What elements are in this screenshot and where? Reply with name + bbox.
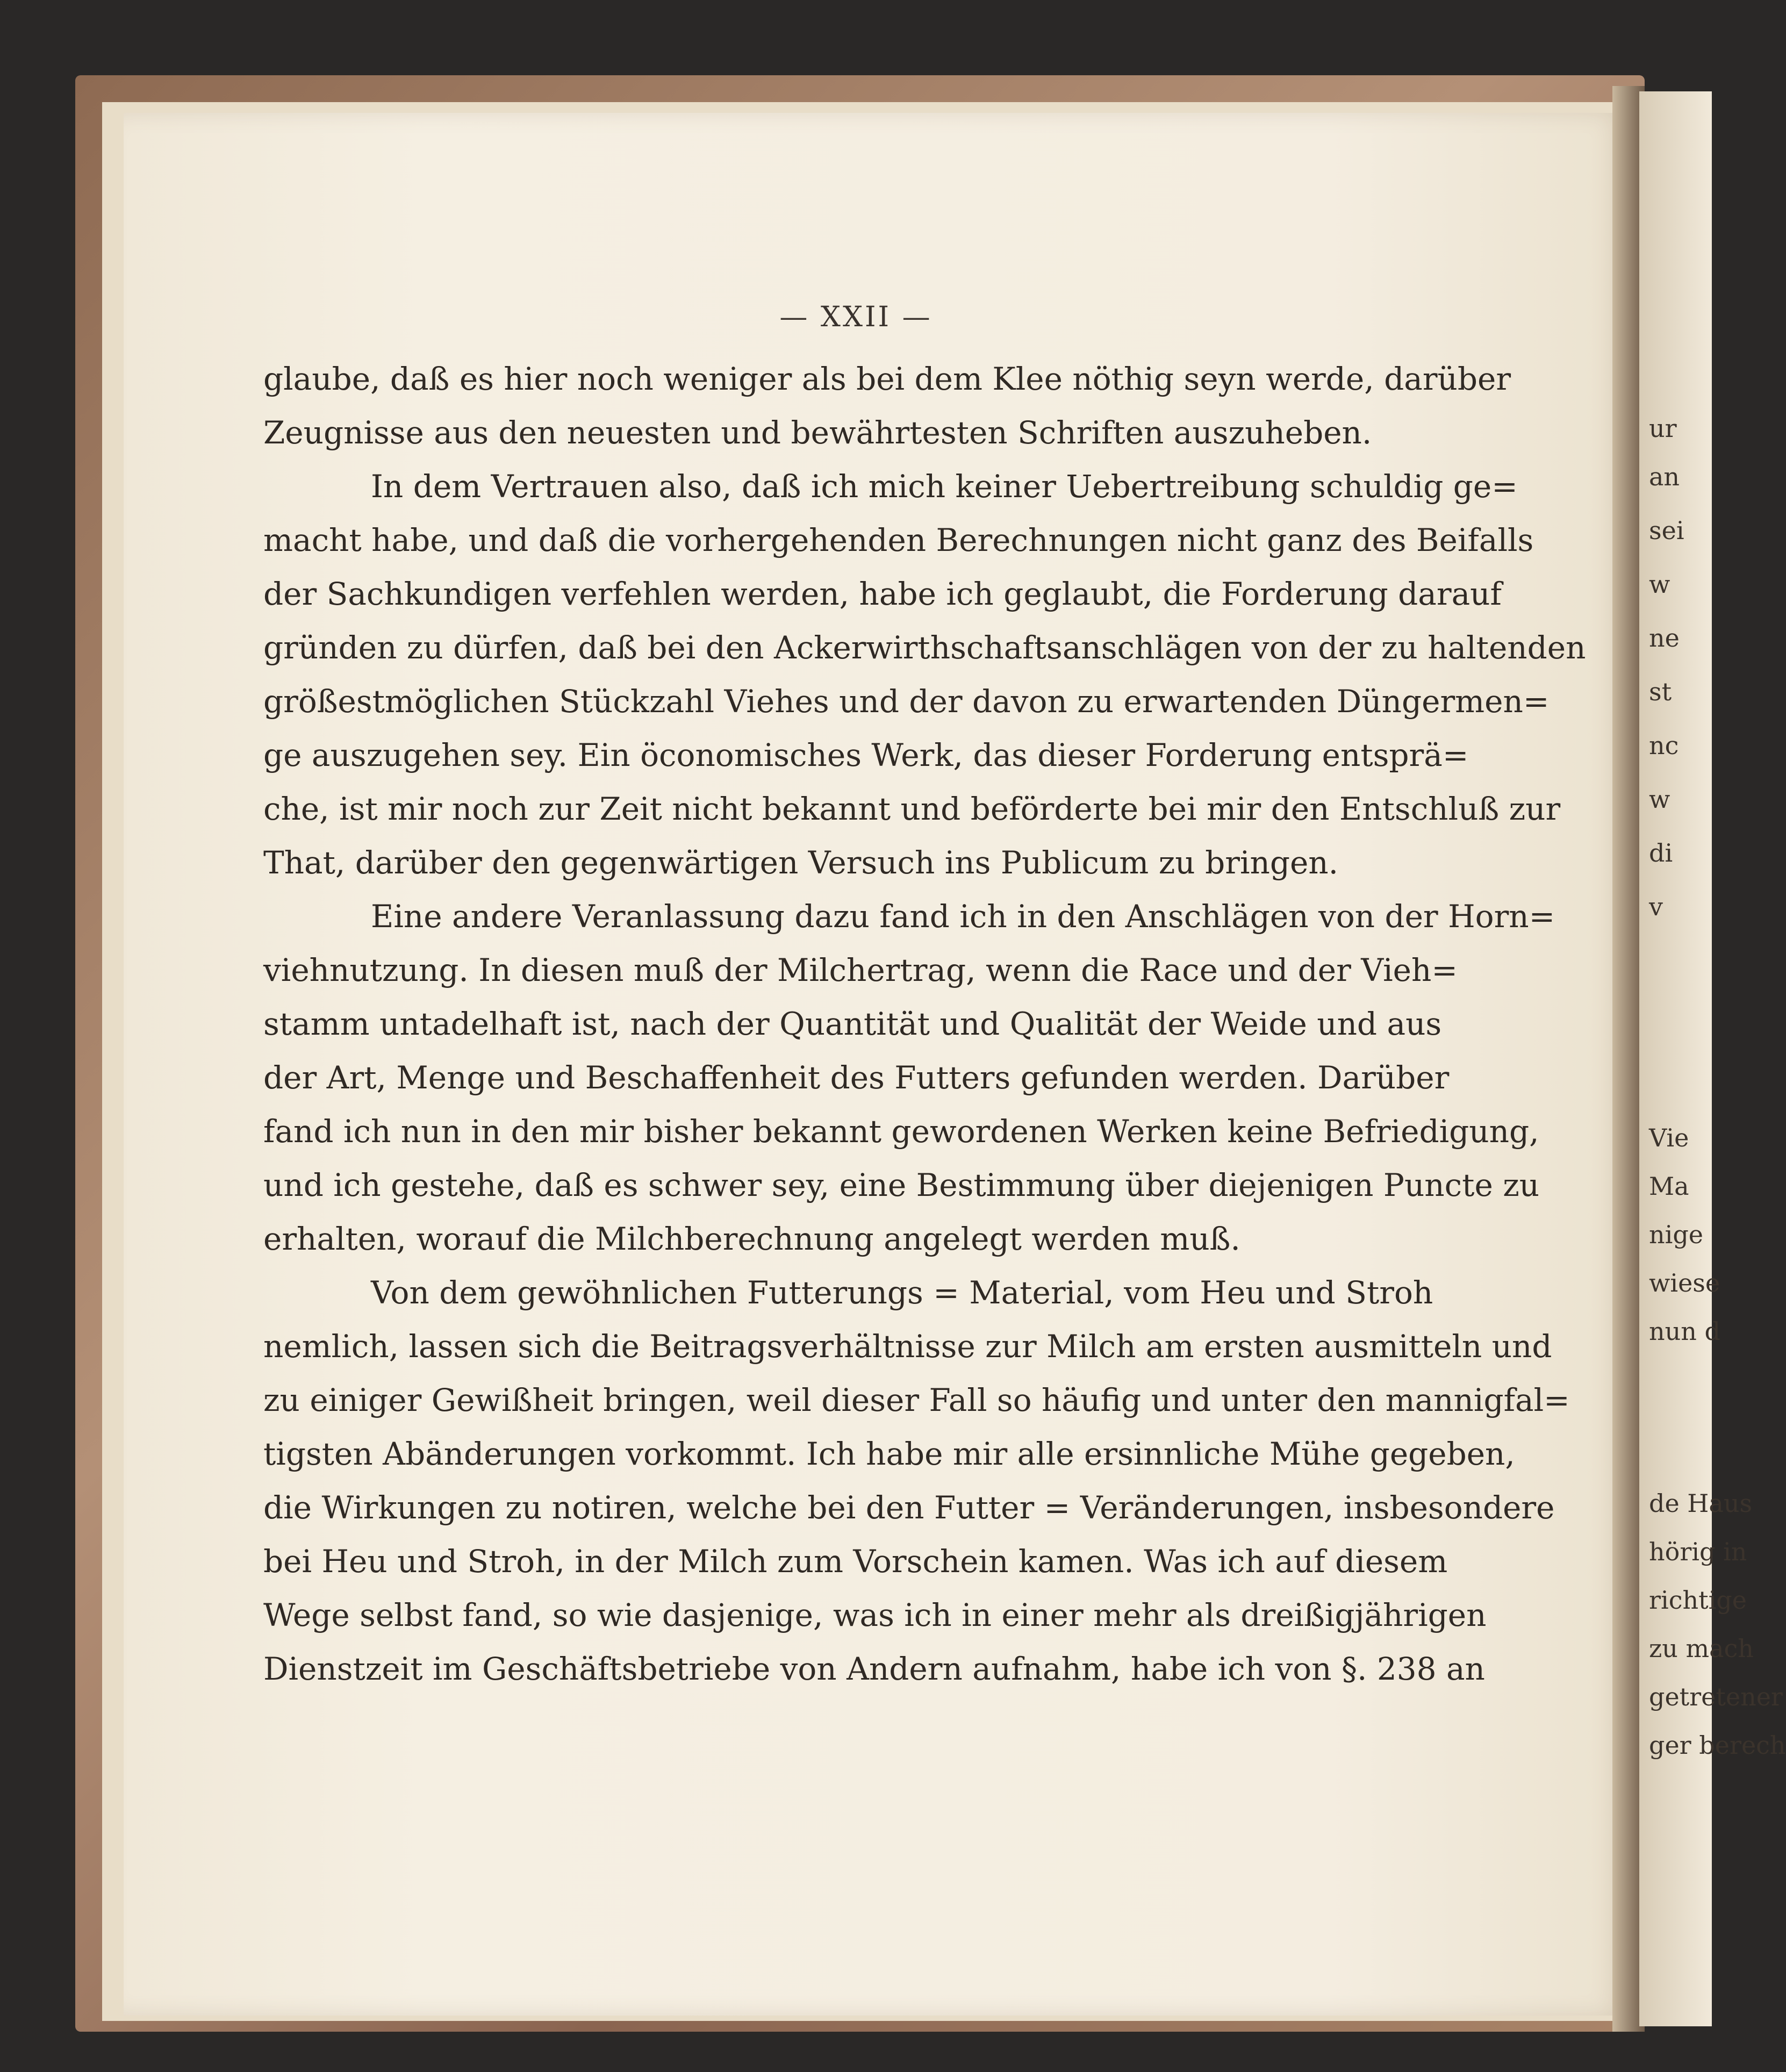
right-page-fragment: zu mach [1649,1634,1754,1663]
right-page-fragment: getretener [1649,1682,1783,1711]
text-line: glaube, daß es hier noch weniger als bei dem Klee nöthig seyn werde, darüber [263,361,1511,397]
right-page-fragment: de Haus [1649,1489,1753,1518]
right-page-fragment: hörig in [1649,1537,1747,1566]
text-line: der Art, Menge und Beschaffenheit des Futters gefunden werden. Darüber [263,1059,1450,1096]
text-line: größestmöglichen Stückzahl Viehes und der davon zu erwartenden Düngermen= [263,683,1550,720]
text-line: In dem Vertrauen also, daß ich mich keiner Uebertreibung schuldig ge= [371,468,1518,505]
text-line: fand ich nun in den mir bisher bekannt gewordenen Werken keine Befriedigung, [263,1113,1539,1150]
right-page-fragment: st [1649,677,1672,706]
right-page-fragment: sei [1649,516,1684,545]
right-page-fragment: Vie [1649,1123,1689,1152]
text-line: Von dem gewöhnlichen Futterungs = Material, vom Heu und Stroh [371,1274,1433,1311]
text-line: tigsten Abänderungen vorkommt. Ich habe mir alle ersinnliche Mühe gegeben, [263,1436,1515,1472]
page-number: — XXII — [779,301,933,333]
text-line: viehnutzung. In diesen muß der Milchertrag, wenn die Race und der Vieh= [263,952,1458,988]
text-line: nemlich, lassen sich die Beitragsverhältnisse zur Milch am ersten ausmitteln und [263,1328,1552,1365]
right-page-fragment: nc [1649,731,1679,760]
text-line: und ich gestehe, daß es schwer sey, eine Bestimmung über diejenigen Puncte zu [263,1167,1540,1203]
text-line: zu einiger Gewißheit bringen, weil dieser Fall so häufig und unter den mannigfal= [263,1382,1570,1418]
right-page-fragment: nige [1649,1220,1704,1249]
right-page-fragment: an [1649,462,1680,491]
right-page-fragment: di [1649,838,1673,867]
right-page-fragment: ger berech [1649,1731,1786,1760]
text-line: stamm untadelhaft ist, nach der Quantität und Qualität der Weide und aus [263,1006,1442,1042]
text-line: bei Heu und Stroh, in der Milch zum Vorschein kamen. Was ich auf diesem [263,1543,1448,1580]
right-page-fragment: w [1649,570,1670,599]
right-page-fragment: Ma [1649,1172,1689,1201]
text-line: That, darüber den gegenwärtigen Versuch ins Publicum zu bringen. [263,844,1339,881]
body-text [263,352,1586,1696]
text-line: der Sachkundigen verfehlen werden, habe ich geglaubt, die Forderung darauf [263,576,1502,612]
text-line: Zeugnisse aus den neuesten und bewährtesten Schriften auszuheben. [263,414,1372,451]
right-page-fragment: v [1649,892,1663,921]
text-line: Eine andere Veranlassung dazu fand ich in den Anschlägen von der Horn= [371,898,1555,935]
right-page-fragment: richtige [1649,1586,1747,1615]
right-page-fragment: nun d [1649,1317,1720,1346]
text-line: macht habe, und daß die vorhergehenden Berechnungen nicht ganz des Beifalls [263,522,1534,558]
text-line: che, ist mir noch zur Zeit nicht bekannt und beförderte bei mir den Entschluß zur [263,791,1561,827]
right-page-fragment: wiese [1649,1268,1720,1297]
right-page-fragment: w [1649,785,1670,814]
text-line: ge auszugehen sey. Ein öconomisches Werk, das dieser Forderung entsprä= [263,737,1469,773]
text-line: gründen zu dürfen, daß bei den Ackerwirthschaftsanschlägen von der zu haltenden [263,629,1586,666]
text-line: erhalten, worauf die Milchberechnung angelegt werden muß. [263,1221,1240,1257]
text-line: die Wirkungen zu notiren, welche bei den Futter = Veränderungen, insbesondere [263,1489,1555,1526]
right-page [1639,91,1786,2026]
right-page-fragment: ur [1649,414,1677,443]
right-page-fragment: ne [1649,623,1680,653]
text-line: Wege selbst fand, so wie dasjenige, was ich in einer mehr als dreißigjährigen [263,1597,1487,1633]
text-line: Dienstzeit im Geschäftsbetriebe von Andern aufnahm, habe ich von §. 238 an [263,1651,1485,1687]
